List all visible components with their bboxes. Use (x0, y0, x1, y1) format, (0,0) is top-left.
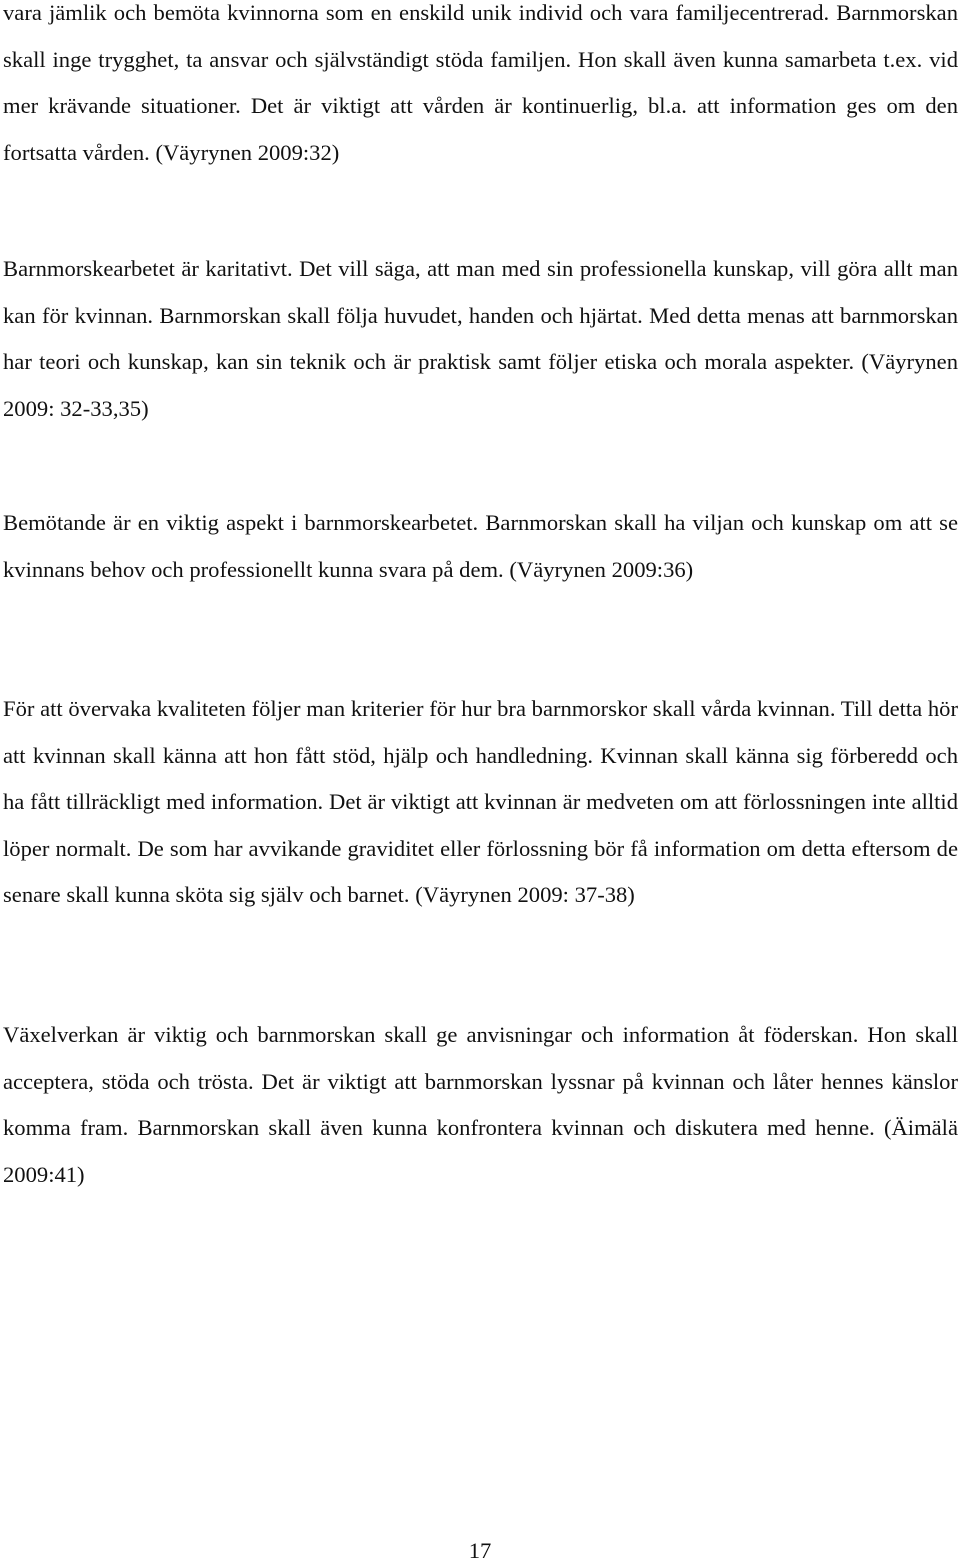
body-paragraph-5: Växelverkan är viktig och barnmorskan skall ge anvisningar och information åt föderskan. Hon skall acceptera, stöda och trösta. Det är viktigt att barnmorskan lyssnar på kvinnan och låter hennes känslor komma fram. Barnmorskan skall även kunna konfrontera kvinnan och diskutera med henne. (Äimälä 2009:41) (3, 1022, 958, 1187)
page-number: 17 (468, 1538, 492, 1563)
body-paragraph-4: För att övervaka kvaliteten följer man kriterier för hur bra barnmorskor skall vårda kvinnan. Till detta hör att kvinnan skall känna att hon fått stöd, hjälp och handledning. Kvinnan skall känna sig förberedd och ha fått tillräckligt med information. Det är viktigt att kvinnan är medveten om att förlossningen inte alltid löper normalt. De som har avvikande graviditet eller förlossning bör få information om detta eftersom de senare skall kunna sköta sig själv och barnet. (Väyrynen 2009: 37-38) (3, 696, 958, 908)
body-paragraph-1: vara jämlik och bemöta kvinnorna som en enskild unik individ och vara familjecentrerad. Barnmorskan skall inge trygghet, ta ansvar och självständigt stöda familjen. Hon skall även kunna samarbeta t.ex. vid mer krävande situationer. Det är viktigt att vården är kontinuerlig, bl.a. att information ges om den fortsatta vården. (Väyrynen 2009:32) (3, 0, 958, 165)
body-paragraph-3: Bemötande är en viktig aspekt i barnmorskearbetet. Barnmorskan skall ha viljan och kunskap om att se kvinnans behov och professionellt kunna svara på dem. (Väyrynen 2009:36) (3, 510, 958, 582)
body-paragraph-2: Barnmorskearbetet är karitativt. Det vill säga, att man med sin professionella kunskap, vill göra allt man kan för kvinnan. Barnmorskan skall följa huvudet, handen och hjärtat. Med detta menas att barnmorskan har teori och kunskap, kan sin teknik och är praktisk samt följer etiska och morala aspekter. (Väyrynen 2009: 32-33,35) (3, 256, 958, 421)
